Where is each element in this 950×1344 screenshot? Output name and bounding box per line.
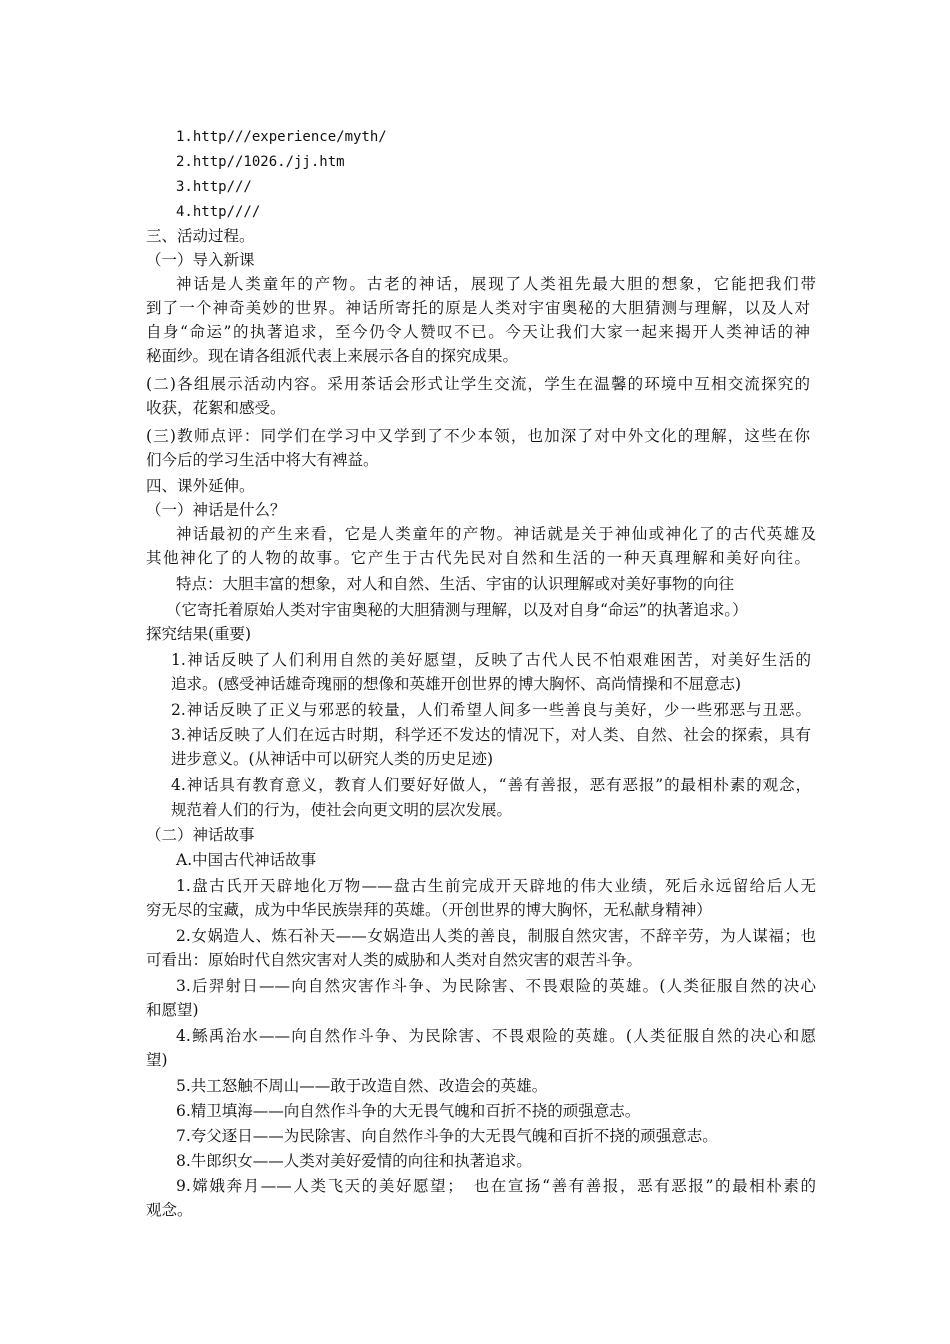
subheading-chinese-myths: A.中国古代神话故事 [176,851,317,869]
paragraph-line: 神话是人类童年的产物。古老的神话，展现了人类祖先最大胆的想象，它能把我们带 [176,275,816,293]
paragraph-line: 到了一个神奇美妙的世界。神话所寄托的原是人类对宇宙奥秘的大胆猜测与理解，以及人对 [146,299,810,317]
reference-link-2[interactable]: 2.http//1026./jj.htm [176,154,345,170]
result-line: 进步意义。(从神话中可以研究人类的历史足迹) [171,750,494,768]
story-line: 5.共工怒触不周山——敢于改造自然、改造会的英雄。 [176,1077,548,1095]
story-line: 和愿望) [146,1001,199,1019]
story-line: 望) [146,1051,168,1069]
story-line: 6.精卫填海——向自然作斗争的大无畏气魄和百折不挠的顽强意志。 [176,1102,641,1120]
story-line: 4.鲧禹治水——向自然作斗争、为民除害、不畏艰险的英雄。(人类征服自然的决心和愿 [176,1027,816,1045]
feature-note-line: （它寄托着原始人类对宇宙奥秘的大胆猜测与理解，以及对自身“命运”的执著追求。） [166,601,748,619]
story-line: 观念。 [146,1201,193,1219]
paragraph-line: 收获，花絮和感受。 [146,399,286,417]
section-heading-extension: 四、课外延伸。 [146,477,255,495]
story-line: 1.盘古氏开天辟地化万物——盘古生前完成开天辟地的伟大业绩，死后永远留给后人无 [176,877,816,895]
section-heading-activity-process: 三、活动过程。 [146,227,255,245]
subheading-myth-stories: （二）神话故事 [146,826,255,844]
paragraph-line: (三)教师点评：同学们在学习中又学到了不少本领，也加深了对中外文化的理解，这些在你 [146,427,810,445]
reference-link-1[interactable]: 1.http///experience/myth/ [176,129,387,145]
paragraph-line: 们今后的学习生活中将大有裨益。 [146,451,379,469]
results-heading: 探究结果(重要) [146,625,252,643]
result-line: 4.神话具有教育意义，教育人们要好好做人，“善有善报，恶有恶报”的最相朴素的观念， [171,776,811,794]
story-line: 7.夸父逐日——为民除害、向自然作斗争的大无畏气魄和百折不挠的顽强意志。 [176,1127,718,1145]
result-line: 追求。(感受神话雄奇瑰丽的想像和英雄开创世界的博大胸怀、高尚情操和不屈意志) [171,675,742,693]
paragraph-line: 自身“命运”的执著追求，至今仍令人赞叹不已。今天让我们大家一起来揭开人类神话的神 [146,323,810,341]
reference-link-4[interactable]: 4.http//// [176,204,261,220]
subheading-what-is-myth: （一）神话是什么？ [146,501,286,519]
paragraph-line: 其他神化了的人物的故事。它产生于古代先民对自然和生活的一种天真理解和美好向往。 [146,549,810,567]
story-line: 穷无尽的宝藏，成为中华民族崇拜的英雄。（开创世界的博大胸怀，无私献身精神） [146,901,712,919]
result-line: 1.神话反映了人们利用自然的美好愿望，反映了古代人民不怕艰难困苦，对美好生活的 [171,651,811,669]
story-line: 2.女娲造人、炼石补天——女娲造出人类的善良，制服自然灾害，不辞辛劳，为人谋福；也 [176,927,816,945]
result-line: 规范着人们的行为，使社会向更文明的层次发展。 [171,801,513,819]
result-line: 2.神话反映了正义与邪恶的较量，人们希望人间多一些善良与美好，少一些邪恶与丑恶。 [171,701,811,719]
story-line: 8.牛郎织女——人类对美好爱情的向往和执著追求。 [176,1152,532,1170]
story-line: 可看出：原始时代自然灾害对人类的威胁和人类对自然灾害的艰苦斗争。 [146,951,643,969]
paragraph-line: (二)各组展示活动内容。采用茶话会形式让学生交流，学生在温馨的环境中互相交流探究的 [146,375,810,393]
paragraph-line: 神话最初的产生来看，它是人类童年的产物。神话就是关于神仙或神化了的古代英雄及 [176,525,816,543]
result-line: 3.神话反映了人们在远古时期，科学还不发达的情况下，对人类、自然、社会的探索，具有 [171,726,811,744]
reference-link-3[interactable]: 3.http/// [176,179,252,195]
feature-line: 特点：大胆丰富的想象，对人和自然、生活、宇宙的认识理解或对美好事物的向往 [176,575,735,593]
subheading-intro: （一）导入新课 [146,251,255,269]
story-line: 9.嫦娥奔月——人类飞天的美好愿望； 也在宣扬“善有善报，恶有恶报”的最相朴素的 [176,1177,816,1195]
story-line: 3.后羿射日——向自然灾害作斗争、为民除害、不畏艰险的英雄。(人类征服自然的决心 [176,977,816,995]
paragraph-line: 秘面纱。现在请各组派代表上来展示各自的探究成果。 [146,347,519,365]
